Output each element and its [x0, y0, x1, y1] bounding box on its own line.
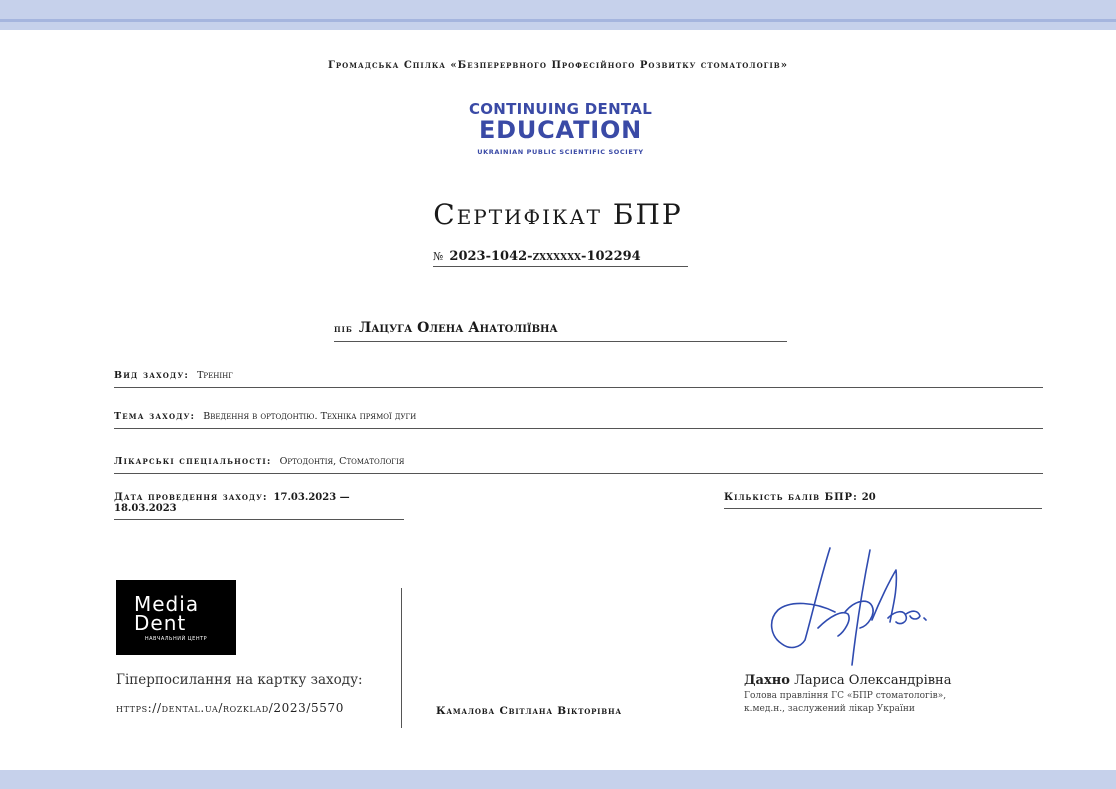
certificate-number [433, 249, 688, 267]
logo-line-3: UKRAINIAN PUBLIC SCIENTIFIC SOCIETY [477, 148, 644, 156]
event-type-value: Тренінг [197, 370, 233, 381]
signatory-left-name: Камалова Світлана Вікторівна [436, 705, 622, 717]
person-label: піб [334, 324, 353, 335]
top-band-stripe [0, 19, 1116, 22]
person-name: Лацуга Олена Анатоліївна [358, 320, 558, 336]
event-topic-value: Введення в ортодонтію. Техніка прямої дуги [203, 411, 417, 422]
top-band [0, 0, 1116, 30]
number-value: 2023-1042-zxxxxxx-102294 [449, 249, 641, 264]
person-field [334, 320, 787, 342]
number-prefix: № [433, 250, 444, 263]
event-type-row [114, 370, 1043, 388]
logo-line-2: EDUCATION [478, 116, 643, 144]
specialties-value: Ортодонтія, Стоматологія [279, 456, 405, 467]
event-date-field [114, 492, 404, 520]
specialties-label: Лікарські спеціальності: [114, 456, 272, 467]
vertical-divider [401, 588, 402, 728]
points-field [724, 492, 1042, 509]
signature-icon [760, 540, 940, 670]
cde-logo [458, 100, 663, 156]
event-link[interactable]: https://dental.ua/rozklad/2023/5570 [116, 701, 344, 715]
signatory-right-last-name: Дахно [744, 673, 790, 688]
mediadent-line-1: Media [134, 592, 200, 616]
points-value: 20 [861, 492, 876, 503]
signatory-title-line-2: к.мед.н., заслужений лікар України [744, 704, 915, 714]
logo-line-1: CONTINUING DENTAL [468, 100, 653, 118]
bottom-band [0, 770, 1116, 789]
points-label: Кількість балів БПР: [724, 492, 858, 503]
mediadent-line-2: Dent [134, 611, 187, 635]
event-topic-label: Тема заходу: [114, 411, 196, 422]
link-label: Гіперпосилання на картку заходу: [116, 672, 363, 688]
signatory-right-title [744, 690, 1044, 716]
mediadent-line-3: НАВЧАЛЬНИЙ ЦЕНТР [144, 636, 208, 642]
event-topic-row [114, 411, 1043, 429]
signatory-right-name [744, 673, 951, 688]
event-date-value: 17.03.2023 — 18.03.2023 [114, 492, 350, 514]
event-date-label: Дата проведення заходу: [114, 492, 268, 503]
mediadent-logo [116, 580, 236, 655]
specialties-row [114, 456, 1043, 474]
certificate-title: Сертифікат БПР [433, 198, 683, 231]
event-type-label: Вид заходу: [114, 370, 190, 381]
organization-name: Громадська Спілка «Безперервного Професійного Розвитку стоматологів» [328, 60, 788, 71]
signatory-title-line-1: Голова правління ГС «БПР стоматологів», [744, 691, 947, 701]
signatory-right-first-names: Лариса Олександрівна [794, 673, 952, 688]
